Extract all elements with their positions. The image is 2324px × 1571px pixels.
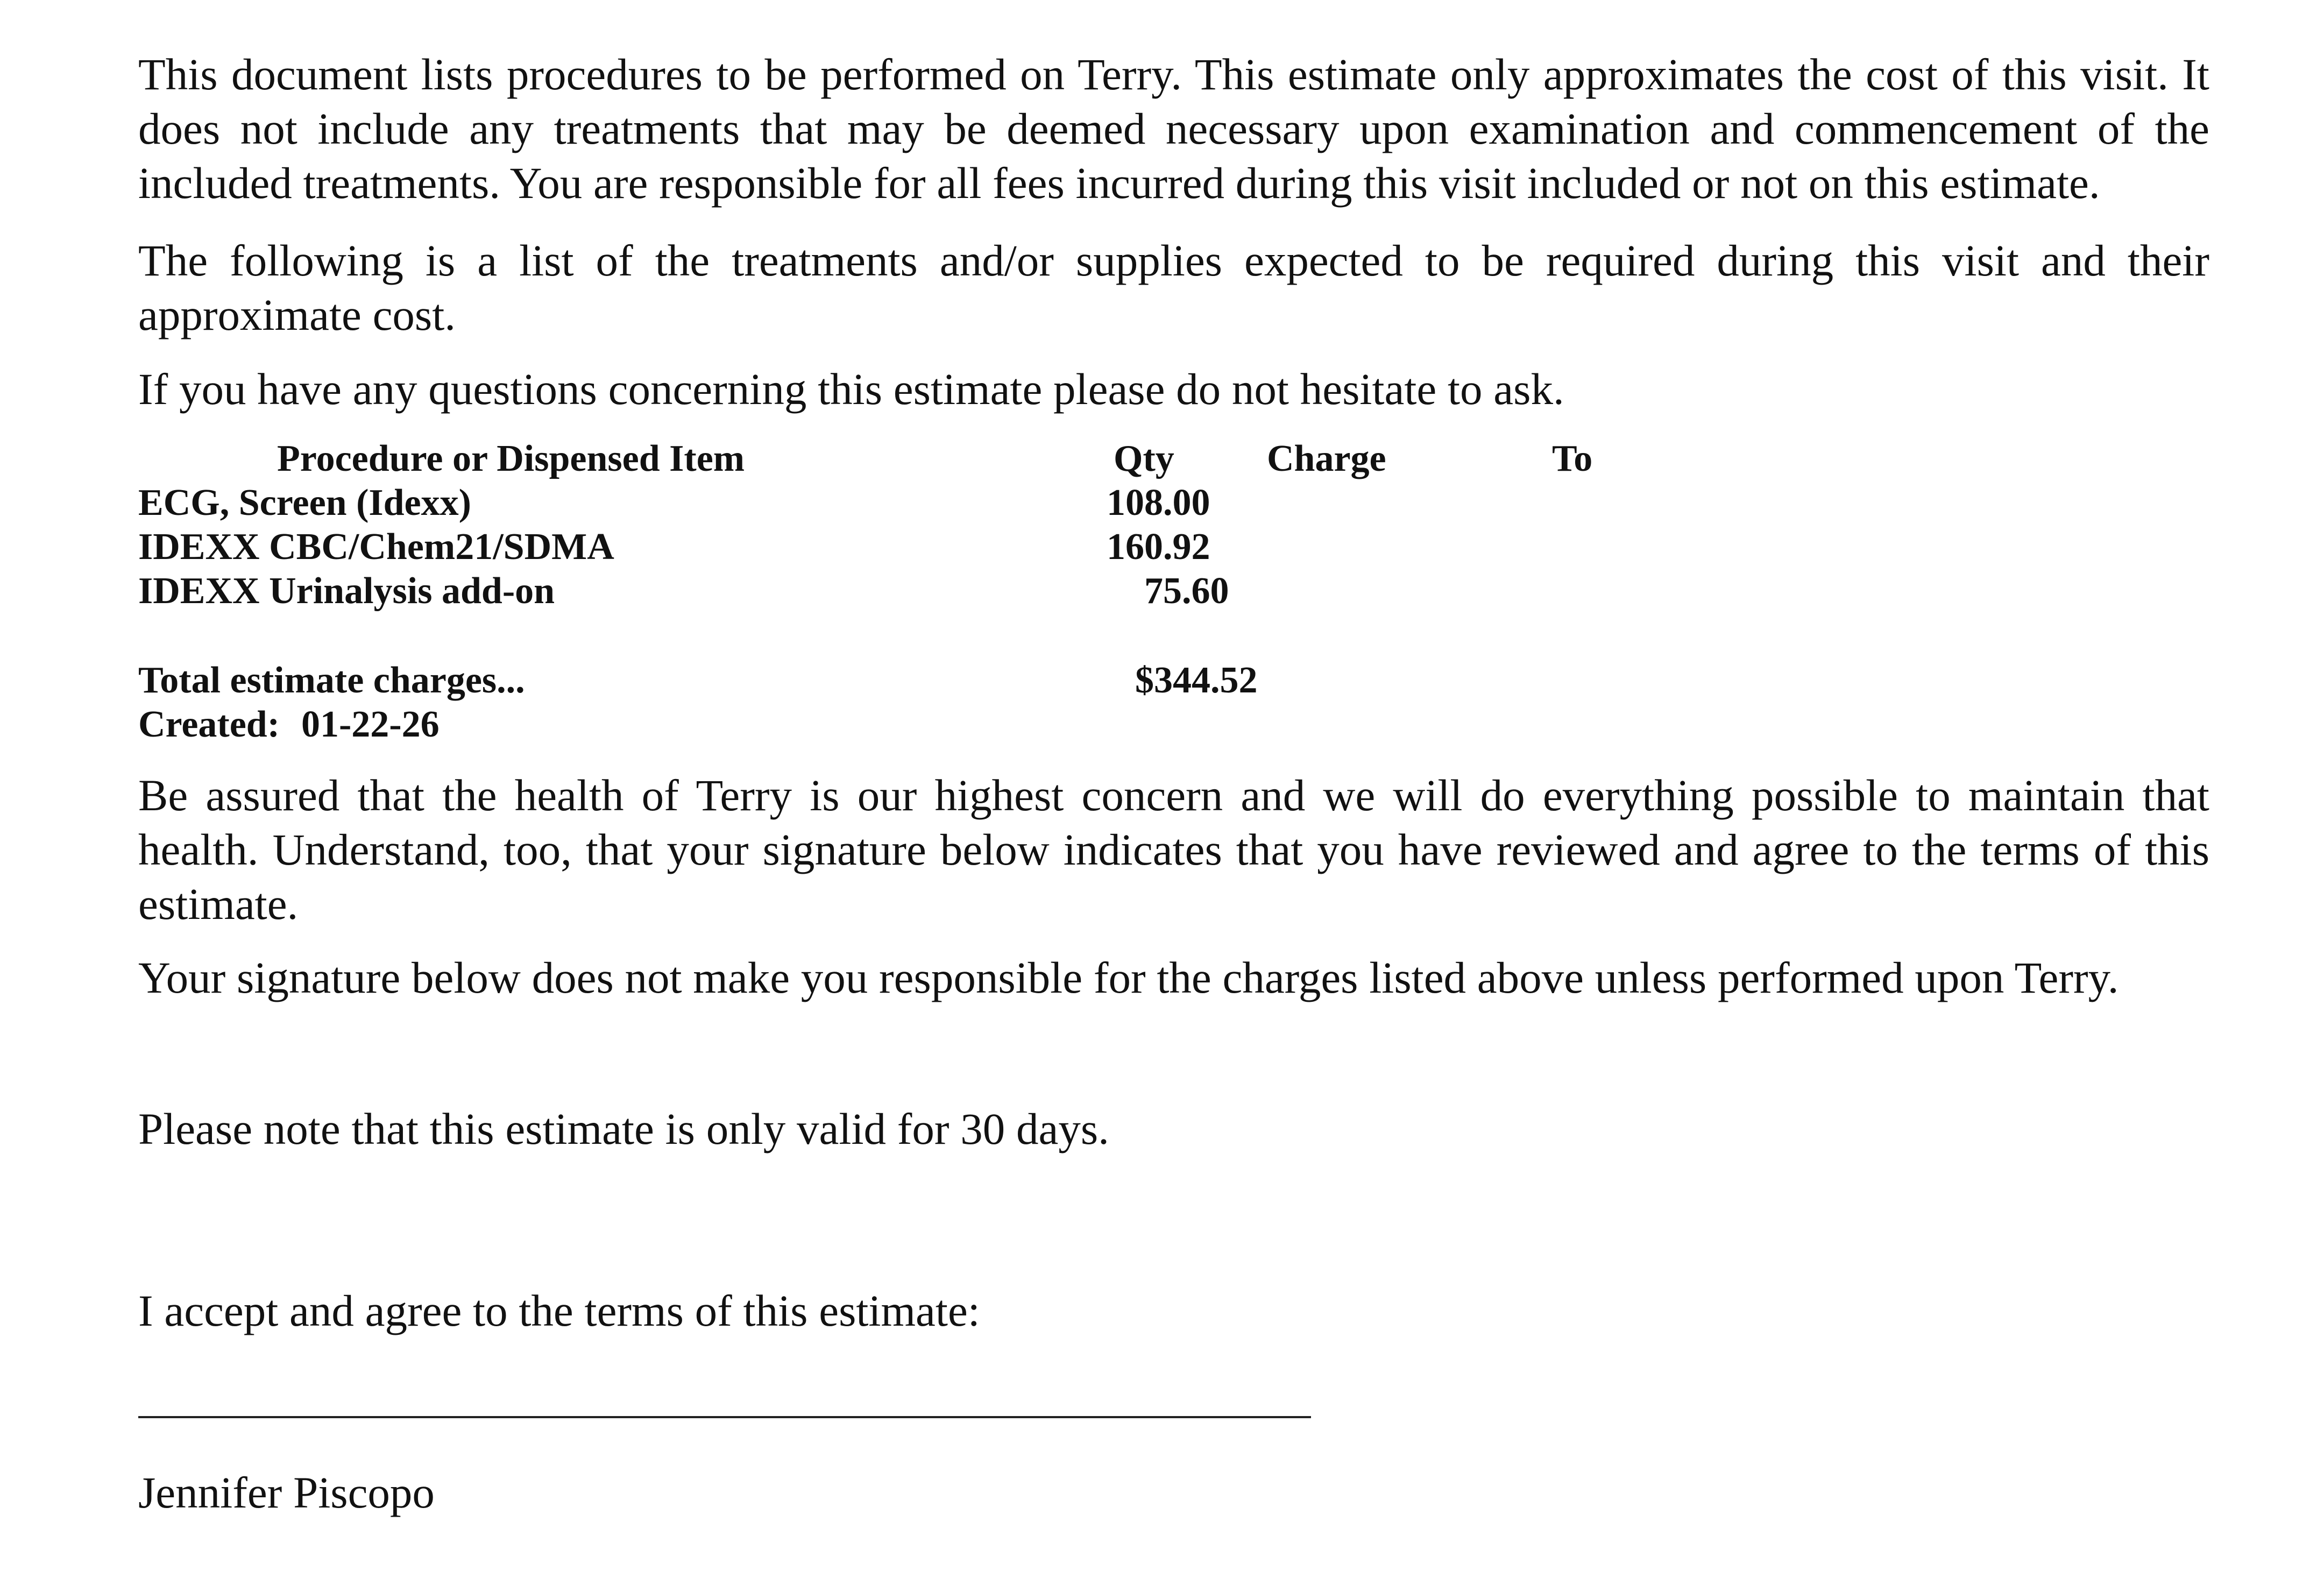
row-item: ECG, Screen (Idexx) (138, 482, 471, 523)
header-qty: Qty (1114, 438, 1174, 479)
row-item: IDEXX CBC/Chem21/SDMA (138, 526, 614, 568)
accept-line: I accept and agree to the terms of this estimate: (138, 1286, 980, 1335)
intro-paragraph: This document lists procedures to be performed on Terry. This estimate only approximates the cost of this visit. It does not include any treatments that may be deemed necessary upon examination and commencement of the included treatments. You are responsible for all fees incurred during this visit included or not on this estimate. (138, 49, 2209, 208)
header-charge: Charge (1267, 438, 1386, 479)
assurance-paragraph: Be assured that the health of Terry is our highest concern and we will do everything possible to maintain that health. Understand, too, that your signature below indicates that you have reviewed and agree to the terms of this estimate. (138, 770, 2209, 929)
total-value: $344.52 (1135, 660, 1258, 701)
row-item: IDEXX Urinalysis add-on (138, 570, 555, 612)
list-paragraph: The following is a list of the treatments and/or supplies expected to be required during this visit and their approximate cost. (138, 236, 2209, 339)
total-label: Total estimate charges... (138, 660, 525, 701)
signature-paragraph: Your signature below does not make you responsible for the charges listed above unless performed upon Terry. (138, 953, 2119, 1002)
row-qty: 108.00 (1107, 482, 1210, 523)
row-qty: 75.60 (1144, 570, 1229, 612)
header-procedure: Procedure or Dispensed Item (277, 438, 745, 479)
signature-line[interactable] (138, 1416, 1311, 1418)
created-date: 01-22-26 (301, 704, 440, 745)
header-total: To (1552, 438, 1593, 479)
row-qty: 160.92 (1107, 526, 1210, 568)
created-label: Created: (138, 704, 280, 745)
questions-paragraph: If you have any questions concerning this estimate please do not hesitate to ask. (138, 364, 1564, 414)
validity-note: Please note that this estimate is only valid for 30 days. (138, 1104, 1109, 1154)
signer-name: Jennifer Piscopo (138, 1468, 435, 1517)
